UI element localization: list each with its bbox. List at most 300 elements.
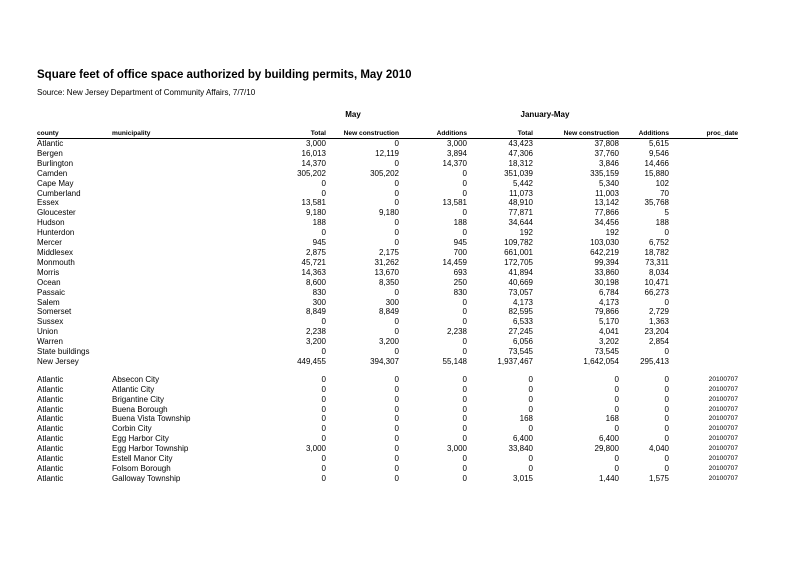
cell-may-total: 0 — [321, 454, 326, 464]
cell-may-new-construction: 0 — [394, 158, 399, 168]
cell-may-additions: 0 — [462, 297, 467, 307]
cell-county: Atlantic — [37, 464, 64, 473]
cell-municipality — [112, 198, 222, 208]
cell-proc-date: 20100707 — [708, 415, 738, 423]
cell-may-additions: 0 — [462, 228, 467, 238]
cell-may-additions: 0 — [462, 337, 467, 347]
table-row — [37, 288, 738, 298]
cell-county: Monmouth — [37, 257, 75, 267]
cell-municipality — [112, 278, 222, 288]
cell-may-new-construction: 0 — [394, 454, 399, 464]
table-row — [37, 169, 738, 179]
cell-ytd-new-construction: 30,198 — [594, 277, 619, 287]
cell-may-additions: 0 — [462, 178, 467, 188]
cell-ytd-additions: 0 — [664, 384, 669, 394]
cell-may-total: 0 — [321, 424, 326, 434]
cell-county: Atlantic — [37, 374, 64, 384]
cell-may-new-construction: 394,307 — [370, 356, 399, 366]
cell-proc-date: 20100707 — [708, 395, 738, 403]
cell-may-new-construction: 0 — [394, 374, 399, 384]
cell-ytd-additions: 10,471 — [644, 277, 669, 287]
cell-may-total: 0 — [321, 384, 326, 394]
cell-ytd-additions: 0 — [664, 424, 669, 434]
cell-may-new-construction: 9,180 — [378, 208, 399, 218]
cell-may-additions: 0 — [462, 464, 467, 473]
cell-proc-date — [669, 347, 738, 357]
cell-may-new-construction: 0 — [394, 414, 399, 424]
cell-municipality — [112, 298, 222, 308]
cell-county: Cumberland — [37, 188, 81, 198]
table-row — [37, 444, 738, 454]
cell-ytd-total: 109,782 — [504, 238, 533, 248]
cell-ytd-additions: 4,040 — [648, 444, 669, 454]
cell-may-new-construction: 31,262 — [374, 257, 399, 267]
cell-may-total: 830 — [312, 287, 326, 297]
cell-may-total: 13,581 — [301, 198, 326, 208]
cell-may-new-construction: 0 — [394, 424, 399, 434]
cell-may-new-construction: 13,670 — [374, 267, 399, 277]
cell-county: Union — [37, 327, 58, 337]
cell-county: Cape May — [37, 178, 74, 188]
cell-may-total: 14,363 — [301, 267, 326, 277]
cell-ytd-new-construction: 37,808 — [594, 139, 619, 148]
cell-municipality — [112, 238, 222, 248]
cell-may-new-construction: 2,175 — [378, 247, 399, 257]
cell-proc-date: 20100707 — [708, 455, 738, 463]
cell-proc-date — [669, 278, 738, 288]
cell-may-additions: 0 — [462, 473, 467, 483]
cell-ytd-total: 6,400 — [512, 434, 533, 444]
table-row — [37, 424, 738, 434]
cell-proc-date: 20100707 — [708, 435, 738, 443]
cell-may-new-construction: 0 — [394, 198, 399, 208]
cell-proc-date — [669, 238, 738, 248]
table-row — [37, 278, 738, 288]
cell-ytd-total: 18,312 — [508, 158, 533, 168]
cell-may-additions: 250 — [453, 277, 467, 287]
cell-may-total: 45,721 — [301, 257, 326, 267]
cell-ytd-additions: 5 — [664, 208, 669, 218]
cell-ytd-new-construction: 0 — [614, 394, 619, 404]
cell-ytd-total: 0 — [528, 374, 533, 384]
cell-ytd-total: 0 — [528, 464, 533, 473]
cell-county: Atlantic — [37, 394, 64, 404]
cell-ytd-new-construction: 77,866 — [594, 208, 619, 218]
cell-ytd-additions: 23,204 — [644, 327, 669, 337]
table-row — [37, 238, 738, 248]
cell-may-additions: 0 — [462, 384, 467, 394]
cell-ytd-additions: 0 — [664, 347, 669, 357]
cell-county: Bergen — [37, 148, 63, 158]
cell-municipality — [112, 337, 222, 347]
cell-ytd-total: 47,306 — [508, 148, 533, 158]
cell-may-additions: 945 — [453, 238, 467, 248]
col-header-county: county — [37, 128, 112, 139]
table-row — [37, 405, 738, 415]
cell-county: Essex — [37, 198, 59, 208]
cell-municipality — [112, 169, 222, 179]
cell-ytd-new-construction: 99,394 — [594, 257, 619, 267]
cell-may-additions: 14,370 — [442, 158, 467, 168]
cell-municipality: Galloway Township — [112, 473, 181, 483]
cell-may-total: 9,180 — [305, 208, 326, 218]
group-header-jan-may: January-May — [520, 110, 570, 119]
table-row — [37, 189, 738, 199]
cell-ytd-additions: 73,311 — [645, 257, 669, 267]
cell-proc-date — [669, 317, 738, 327]
cell-may-additions: 0 — [462, 374, 467, 384]
cell-county: Mercer — [37, 238, 62, 248]
cell-ytd-new-construction: 0 — [614, 454, 619, 464]
cell-may-new-construction: 300 — [385, 297, 399, 307]
cell-may-additions: 3,000 — [446, 139, 467, 148]
cell-ytd-new-construction: 6,784 — [598, 287, 619, 297]
cell-may-additions: 55,148 — [442, 356, 467, 366]
table-row — [37, 268, 738, 278]
cell-may-additions: 3,894 — [446, 148, 467, 158]
cell-ytd-total: 6,533 — [512, 317, 533, 327]
cell-ytd-additions: 6,752 — [648, 238, 669, 248]
table-row — [37, 357, 738, 367]
cell-may-new-construction: 0 — [394, 384, 399, 394]
cell-may-new-construction: 0 — [394, 444, 399, 454]
cell-ytd-new-construction: 79,866 — [594, 307, 619, 317]
cell-ytd-additions: 0 — [664, 297, 669, 307]
cell-proc-date: 20100707 — [708, 405, 738, 413]
cell-may-total: 0 — [321, 317, 326, 327]
cell-may-total: 0 — [321, 464, 326, 473]
cell-ytd-new-construction: 33,860 — [594, 267, 619, 277]
cell-may-total: 8,600 — [305, 277, 326, 287]
cell-ytd-new-construction: 0 — [614, 384, 619, 394]
cell-may-new-construction: 0 — [394, 404, 399, 414]
table-row — [37, 218, 738, 228]
table-row — [37, 149, 738, 159]
cell-proc-date — [669, 298, 738, 308]
cell-may-additions: 3,000 — [446, 444, 467, 454]
cell-ytd-new-construction: 103,030 — [590, 238, 619, 248]
cell-may-new-construction: 0 — [394, 178, 399, 188]
cell-municipality: Egg Harbor Township — [112, 444, 189, 454]
cell-ytd-additions: 188 — [655, 218, 669, 228]
cell-county: Salem — [37, 297, 60, 307]
cell-ytd-new-construction: 0 — [614, 404, 619, 414]
cell-ytd-new-construction: 6,400 — [598, 434, 619, 444]
cell-ytd-total: 4,173 — [512, 297, 533, 307]
cell-may-additions: 14,459 — [442, 257, 467, 267]
table-row — [37, 395, 738, 405]
table-row — [37, 375, 738, 385]
cell-may-additions: 188 — [453, 218, 467, 228]
cell-may-total: 0 — [321, 473, 326, 483]
cell-county: Ocean — [37, 277, 61, 287]
cell-municipality — [112, 218, 222, 228]
cell-ytd-total: 351,039 — [504, 168, 533, 178]
col-header-may-total: Total — [222, 128, 326, 139]
cell-county: Sussex — [37, 317, 64, 327]
cell-ytd-total: 3,015 — [512, 473, 533, 483]
cell-may-total: 305,202 — [297, 168, 326, 178]
cell-proc-date — [669, 189, 738, 199]
cell-ytd-additions: 66,273 — [644, 287, 669, 297]
cell-proc-date — [669, 228, 738, 238]
cell-ytd-total: 6,056 — [512, 337, 533, 347]
cell-municipality — [112, 208, 222, 218]
cell-may-new-construction: 0 — [394, 394, 399, 404]
cell-may-new-construction: 0 — [394, 434, 399, 444]
cell-ytd-additions: 14,466 — [644, 158, 669, 168]
table-body — [37, 139, 738, 484]
cell-may-additions: 0 — [462, 454, 467, 464]
cell-ytd-total: 192 — [519, 228, 533, 238]
col-header-may-additions: Additions — [399, 128, 467, 139]
cell-county: Atlantic — [37, 404, 64, 414]
cell-county: Atlantic — [37, 444, 64, 454]
cell-ytd-new-construction: 335,159 — [590, 168, 619, 178]
cell-may-additions: 693 — [453, 267, 467, 277]
cell-municipality: Brigantine City — [112, 394, 165, 404]
cell-municipality — [112, 288, 222, 298]
cell-proc-date — [669, 307, 738, 317]
cell-county: Atlantic — [37, 384, 64, 394]
cell-proc-date — [669, 258, 738, 268]
cell-ytd-additions: 18,782 — [644, 247, 669, 257]
section-spacer — [37, 367, 738, 375]
cell-ytd-additions: 8,034 — [648, 267, 669, 277]
cell-municipality — [112, 179, 222, 189]
cell-ytd-new-construction: 1,440 — [598, 473, 619, 483]
cell-may-additions: 13,581 — [442, 198, 467, 208]
cell-ytd-total: 661,001 — [504, 247, 533, 257]
cell-ytd-new-construction: 0 — [614, 374, 619, 384]
cell-ytd-additions: 2,854 — [648, 337, 669, 347]
cell-may-additions: 700 — [453, 247, 467, 257]
cell-may-total: 3,000 — [305, 444, 326, 454]
cell-ytd-new-construction: 29,800 — [594, 444, 619, 454]
cell-may-total: 3,000 — [305, 139, 326, 148]
cell-ytd-total: 0 — [528, 394, 533, 404]
cell-ytd-total: 0 — [528, 454, 533, 464]
cell-ytd-new-construction: 11,003 — [595, 188, 619, 198]
cell-ytd-new-construction: 4,041 — [598, 327, 619, 337]
cell-may-additions: 0 — [462, 434, 467, 444]
cell-may-additions: 0 — [462, 424, 467, 434]
source-note: Source: New Jersey Department of Community Affairs, 7/7/10 — [37, 88, 256, 97]
cell-may-new-construction: 0 — [394, 238, 399, 248]
cell-ytd-new-construction: 0 — [614, 464, 619, 473]
cell-ytd-total: 73,057 — [508, 287, 533, 297]
cell-county: Passaic — [37, 287, 66, 297]
cell-proc-date: 20100707 — [708, 445, 738, 453]
cell-may-additions: 0 — [462, 317, 467, 327]
cell-may-total: 0 — [321, 188, 326, 198]
col-header-ytd-additions: Additions — [619, 128, 669, 139]
cell-may-total: 0 — [321, 374, 326, 384]
cell-proc-date — [669, 288, 738, 298]
table-row — [37, 337, 738, 347]
cell-proc-date — [669, 179, 738, 189]
table-row — [37, 347, 738, 357]
cell-may-new-construction: 0 — [394, 327, 399, 337]
group-header-may: May — [345, 110, 361, 119]
cell-county: Gloucester — [37, 208, 76, 218]
cell-ytd-new-construction: 73,545 — [594, 347, 619, 357]
cell-may-additions: 0 — [462, 394, 467, 404]
cell-may-new-construction: 0 — [394, 228, 399, 238]
cell-may-total: 449,455 — [297, 356, 326, 366]
col-header-municipality: municipality — [112, 128, 222, 139]
cell-may-new-construction: 305,202 — [370, 168, 399, 178]
cell-proc-date: 20100707 — [708, 474, 738, 482]
cell-may-additions: 0 — [462, 208, 467, 218]
cell-ytd-total: 168 — [519, 414, 533, 424]
cell-may-additions: 0 — [462, 404, 467, 414]
cell-may-total: 16,013 — [301, 148, 326, 158]
cell-may-new-construction: 0 — [394, 218, 399, 228]
cell-ytd-total: 0 — [528, 384, 533, 394]
cell-ytd-total: 172,705 — [504, 257, 533, 267]
cell-ytd-additions: 0 — [664, 454, 669, 464]
table-row — [37, 414, 738, 424]
cell-proc-date — [669, 208, 738, 218]
cell-ytd-additions: 0 — [664, 414, 669, 424]
cell-proc-date: 20100707 — [708, 375, 738, 383]
table-row — [37, 307, 738, 317]
cell-proc-date — [669, 139, 738, 149]
cell-municipality — [112, 317, 222, 327]
cell-municipality — [112, 228, 222, 238]
cell-municipality — [112, 347, 222, 357]
cell-ytd-additions: 0 — [664, 404, 669, 414]
cell-ytd-total: 0 — [528, 404, 533, 414]
cell-proc-date — [669, 337, 738, 347]
cell-county: Morris — [37, 267, 60, 277]
cell-ytd-additions: 0 — [664, 434, 669, 444]
cell-municipality — [112, 159, 222, 169]
cell-county: Warren — [37, 337, 63, 347]
cell-ytd-total: 34,644 — [508, 218, 533, 228]
cell-municipality: Absecon City — [112, 374, 160, 384]
cell-municipality: Egg Harbor City — [112, 434, 169, 444]
cell-ytd-total: 43,423 — [508, 139, 533, 148]
cell-ytd-additions: 1,363 — [648, 317, 669, 327]
cell-county: Atlantic — [37, 414, 64, 424]
cell-ytd-new-construction: 0 — [614, 424, 619, 434]
cell-county: Hudson — [37, 218, 65, 228]
table-row — [37, 228, 738, 238]
cell-may-total: 0 — [321, 434, 326, 444]
cell-proc-date — [669, 159, 738, 169]
cell-ytd-new-construction: 13,142 — [594, 198, 619, 208]
cell-may-new-construction: 0 — [394, 139, 399, 148]
table-row — [37, 258, 738, 268]
table-row — [37, 454, 738, 464]
table-row — [37, 474, 738, 484]
cell-county: Atlantic — [37, 434, 64, 444]
cell-proc-date: 20100707 — [708, 465, 738, 472]
cell-municipality: Estell Manor City — [112, 454, 173, 464]
cell-municipality — [112, 258, 222, 268]
cell-municipality — [112, 248, 222, 258]
table-row — [37, 159, 738, 169]
cell-municipality: Buena Borough — [112, 404, 168, 414]
cell-ytd-total: 82,595 — [508, 307, 533, 317]
table-row — [37, 434, 738, 444]
cell-county: Atlantic — [37, 424, 64, 434]
cell-county: Hunterdon — [37, 228, 75, 238]
col-header-ytd-total: Total — [467, 128, 533, 139]
cell-ytd-new-construction: 4,173 — [598, 297, 619, 307]
cell-may-new-construction: 0 — [394, 347, 399, 357]
cell-municipality — [112, 357, 222, 367]
cell-ytd-new-construction: 34,456 — [594, 218, 619, 228]
cell-may-total: 0 — [321, 414, 326, 424]
cell-proc-date — [669, 218, 738, 228]
cell-municipality — [112, 327, 222, 337]
cell-ytd-total: 48,910 — [508, 198, 533, 208]
table-row — [37, 248, 738, 258]
cell-proc-date — [669, 248, 738, 258]
cell-ytd-new-construction: 1,642,054 — [583, 356, 619, 366]
cell-ytd-additions: 2,729 — [648, 307, 669, 317]
col-header-may-new-construction: New construction — [326, 128, 399, 139]
cell-ytd-new-construction: 168 — [605, 414, 619, 424]
cell-ytd-additions: 5,615 — [648, 139, 669, 148]
cell-may-new-construction: 3,200 — [378, 337, 399, 347]
cell-ytd-additions: 0 — [664, 374, 669, 384]
cell-ytd-new-construction: 3,846 — [598, 158, 619, 168]
cell-county: State buildings — [37, 347, 90, 357]
cell-municipality: Corbin City — [112, 424, 152, 434]
cell-may-additions: 0 — [462, 307, 467, 317]
cell-may-new-construction: 8,849 — [378, 307, 399, 317]
cell-may-total: 188 — [312, 218, 326, 228]
cell-ytd-new-construction: 37,760 — [594, 148, 619, 158]
cell-county: Atlantic — [37, 454, 64, 464]
cell-ytd-additions: 295,413 — [640, 356, 669, 366]
cell-may-new-construction: 0 — [394, 188, 399, 198]
cell-may-total: 2,238 — [305, 327, 326, 337]
cell-municipality — [112, 268, 222, 278]
cell-ytd-additions: 0 — [664, 464, 669, 473]
cell-may-additions: 0 — [462, 347, 467, 357]
cell-may-new-construction: 8,350 — [378, 277, 399, 287]
cell-ytd-total: 1,937,467 — [497, 356, 533, 366]
cell-proc-date — [669, 357, 738, 367]
cell-ytd-additions: 1,575 — [648, 473, 669, 483]
cell-municipality — [112, 149, 222, 159]
cell-ytd-additions: 35,768 — [644, 198, 669, 208]
cell-may-new-construction: 0 — [394, 317, 399, 327]
cell-proc-date — [669, 149, 738, 159]
cell-ytd-additions: 9,546 — [648, 148, 669, 158]
cell-ytd-additions: 15,880 — [644, 168, 669, 178]
cell-may-total: 0 — [321, 347, 326, 357]
report-title: Square feet of office space authorized by building permits, May 2010 — [37, 69, 412, 81]
cell-may-additions: 830 — [453, 287, 467, 297]
table-row — [37, 208, 738, 218]
cell-ytd-total: 0 — [528, 424, 533, 434]
cell-municipality — [112, 189, 222, 199]
cell-may-new-construction: 0 — [394, 287, 399, 297]
cell-proc-date: 20100707 — [708, 385, 738, 393]
cell-ytd-new-construction: 5,170 — [598, 317, 619, 327]
cell-may-additions: 0 — [462, 414, 467, 424]
table-row — [37, 327, 738, 337]
cell-county: Atlantic — [37, 473, 64, 483]
cell-may-new-construction: 0 — [394, 464, 399, 473]
permits-table — [37, 128, 738, 484]
